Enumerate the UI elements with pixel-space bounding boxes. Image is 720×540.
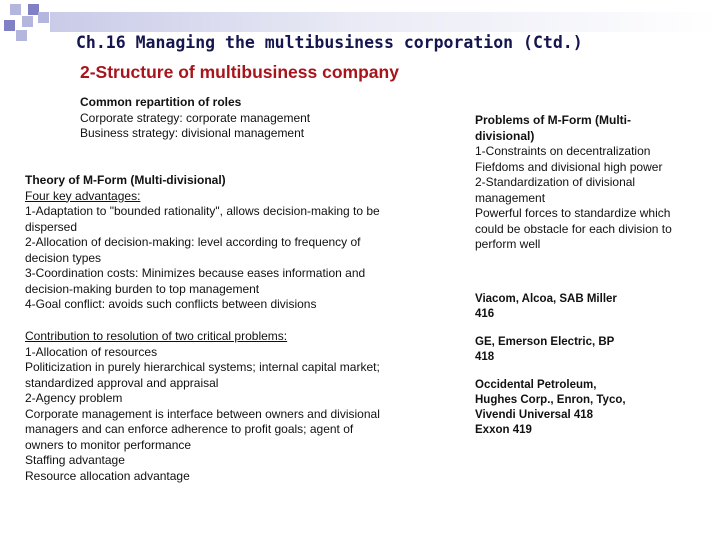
theory-line: decision-making burden to top management bbox=[25, 281, 260, 296]
theory-subheading: Four key advantages: bbox=[25, 188, 141, 203]
example-line: 418 bbox=[475, 351, 495, 363]
problems-line: Fiefdoms and divisional high power bbox=[475, 159, 663, 174]
contribution-section bbox=[25, 329, 380, 484]
example-line: GE, Emerson Electric, BP bbox=[475, 336, 615, 348]
theory-line: 4-Goal conflict: avoids such conflicts between divisions bbox=[25, 297, 317, 311]
example-companies-3 bbox=[475, 378, 626, 438]
slide-subtitle: 2-Structure of multibusiness company bbox=[80, 62, 399, 82]
example-line: 416 bbox=[475, 308, 495, 320]
example-line: Viacom, Alcoa, SAB Miller bbox=[475, 293, 617, 305]
theory-line: 2-Allocation of decision-making: level according to frequency of bbox=[25, 235, 361, 249]
contribution-line: Resource allocation advantage bbox=[25, 468, 190, 483]
example-line: Hughes Corp., Enron, Tyco, bbox=[475, 394, 626, 406]
contribution-line: Politicization in purely hierarchical systems; internal capital market; bbox=[25, 360, 380, 374]
example-line: Occidental Petroleum, bbox=[475, 379, 597, 391]
contribution-line: 1-Allocation of resources bbox=[25, 344, 158, 359]
problems-line: could be obstacle for each division to bbox=[475, 221, 672, 236]
roles-heading: Common repartition of roles bbox=[80, 95, 242, 109]
theory-line: decision types bbox=[25, 250, 102, 265]
problems-heading: divisional) bbox=[475, 128, 535, 143]
roles-line: Business strategy: divisional management bbox=[80, 126, 305, 140]
contribution-line: standardized approval and appraisal bbox=[25, 375, 219, 390]
example-companies-2 bbox=[475, 335, 614, 365]
problems-line: 1-Constraints on decentralization bbox=[475, 144, 651, 158]
problems-line: perform well bbox=[475, 237, 541, 251]
roles-section bbox=[80, 95, 310, 142]
problems-line: 2-Standardization of divisional bbox=[475, 175, 636, 189]
example-line: Vivendi Universal 418 bbox=[475, 409, 594, 421]
theory-line: dispersed bbox=[25, 219, 78, 234]
contribution-line: Staffing advantage bbox=[25, 453, 125, 467]
roles-line: Corporate strategy: corporate management bbox=[80, 110, 311, 125]
theory-heading: Theory of M-Form (Multi-divisional) bbox=[25, 173, 226, 187]
contribution-line: managers and can enforce adherence to profit goals; agent of bbox=[25, 422, 354, 436]
slide-title: Ch.16 Managing the multibusiness corporation (Ctd.) bbox=[76, 33, 583, 52]
example-companies-1 bbox=[475, 292, 617, 322]
contribution-line: Corporate management is interface between owners and divisional bbox=[25, 406, 380, 421]
theory-line: 3-Coordination costs: Minimizes because eases information and bbox=[25, 266, 366, 280]
problems-line: Powerful forces to standardize which bbox=[475, 206, 671, 220]
contribution-heading: Contribution to resolution of two critical problems: bbox=[25, 329, 288, 343]
header-bar bbox=[50, 12, 720, 32]
contribution-line: 2-Agency problem bbox=[25, 391, 123, 405]
theory-section bbox=[25, 173, 380, 313]
contribution-line: owners to monitor performance bbox=[25, 437, 192, 452]
problems-heading: Problems of M-Form (Multi- bbox=[475, 113, 631, 127]
problems-section bbox=[475, 113, 672, 253]
problems-line: management bbox=[475, 190, 546, 205]
example-line: Exxon 419 bbox=[475, 424, 532, 436]
theory-line: 1-Adaptation to "bounded rationality", allows decision-making to be bbox=[25, 204, 380, 218]
